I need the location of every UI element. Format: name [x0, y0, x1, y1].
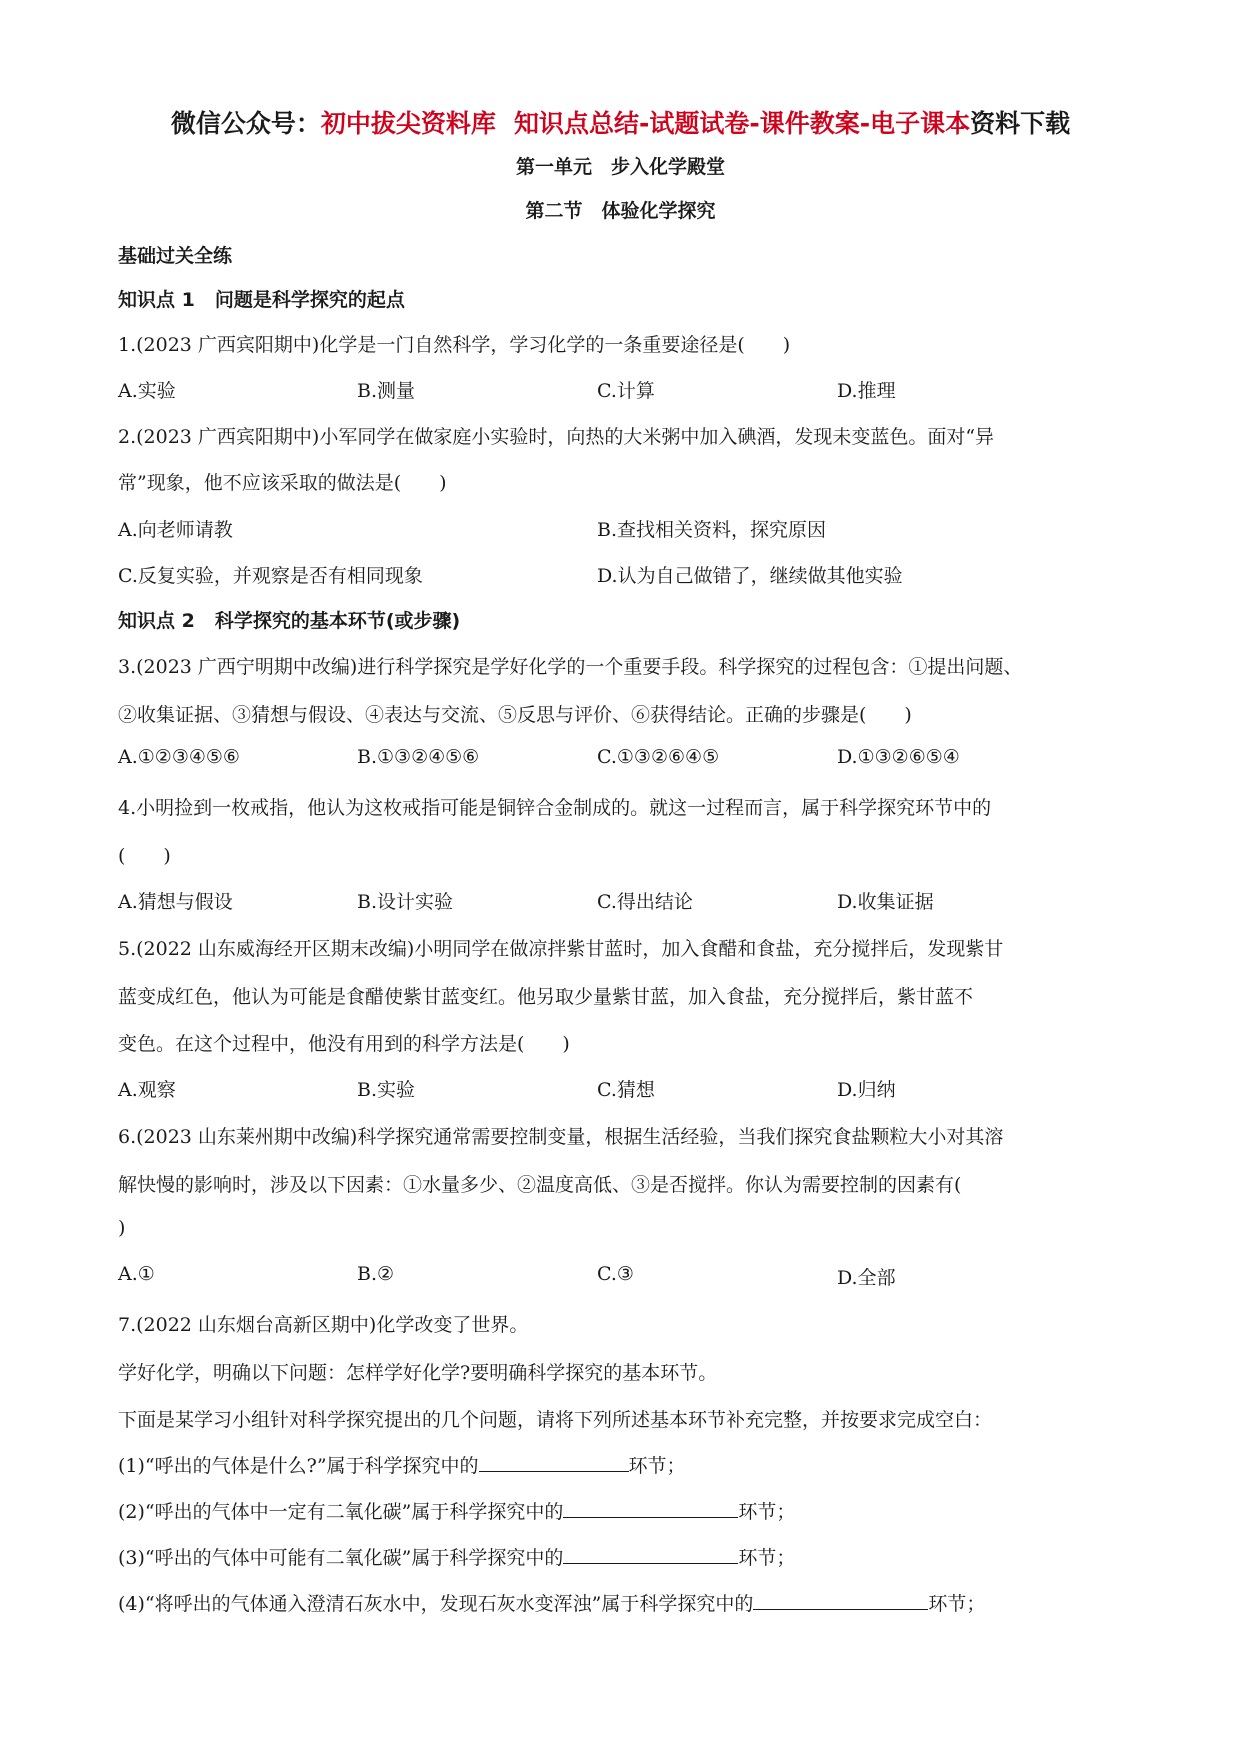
- kp1-title: 问题是科学探究的起点: [214, 289, 405, 311]
- q5-line1: 5.(2022 山东威海经开区期末改编)小明同学在做凉拌紫甘蓝时，加入食醋和食盐，充分搅拌后，发现紫甘: [118, 938, 1004, 960]
- q7-sub3-text: (3)“呼出的气体中可能有二氧化碳”属于科学探究中的: [118, 1547, 564, 1569]
- practice-title: 基础过关全练: [118, 245, 233, 267]
- q7-sub3: [118, 1543, 795, 1570]
- q4-option-b: B.设计实验: [357, 891, 454, 913]
- q7-line1: 7.(2022 山东烟台高新区期中)化学改变了世界。: [118, 1314, 529, 1336]
- q7-sub4-suffix: 环节；: [928, 1593, 986, 1615]
- header-red-part1: 初中拔尖资料库: [320, 109, 496, 138]
- kp1-label: 知识点 1: [118, 289, 195, 311]
- q2-option-d: D.认为自己做错了，继续做其他实验: [597, 565, 903, 587]
- q7-sub3-blank[interactable]: [563, 1544, 738, 1564]
- q3-line1: 3.(2023 广西宁明期中改编)进行科学探究是学好化学的一个重要手段。科学探究的过程包含：①提出问题、: [118, 656, 1023, 678]
- q4-option-a: A.猜想与假设: [118, 891, 233, 913]
- q1-option-d: D.推理: [837, 380, 896, 402]
- q2-option-b: B.查找相关资料，探究原因: [597, 519, 827, 541]
- q4-line2: ( ): [118, 845, 171, 867]
- q7-sub2-text: (2)“呼出的气体中一定有二氧化碳”属于科学探究中的: [118, 1501, 564, 1523]
- header-suffix: 资料下载: [970, 109, 1071, 138]
- unit-title: 第一单元 步入化学殿堂: [515, 156, 725, 178]
- q7-sub4-text: (4)“将呼出的气体通入澄清石灰水中，发现石灰水变浑浊”属于科学探究中的: [118, 1593, 754, 1615]
- q6-option-a: A.①: [118, 1263, 155, 1285]
- header-prefix: 微信公众号：: [170, 109, 321, 138]
- q6-option-b: B.②: [357, 1263, 395, 1285]
- q4-option-c: C.得出结论: [597, 891, 693, 913]
- kp2-title: 科学探究的基本环节(或步骤): [214, 610, 461, 632]
- q5-option-c: C.猜想: [597, 1079, 655, 1101]
- q7-sub1: [118, 1451, 686, 1478]
- knowledge-point-2: [118, 606, 460, 633]
- q3-option-c: C.①③②⑥④⑤: [597, 746, 720, 768]
- q5-option-a: A.观察: [118, 1079, 176, 1101]
- q5-option-b: B.实验: [357, 1079, 416, 1101]
- q3-option-a: A.①②③④⑤⑥: [118, 746, 240, 768]
- q5-option-d: D.归纳: [837, 1079, 896, 1101]
- q6-option-d: D.全部: [837, 1267, 896, 1289]
- q5-line3: 变色。在这个过程中，他没有用到的科学方法是( ): [118, 1033, 570, 1055]
- q5-line2: 蓝变成红色，他认为可能是食醋使紫甘蓝变红。他另取少量紫甘蓝，加入食盐，充分搅拌后，紫甘蓝不: [118, 986, 974, 1008]
- knowledge-point-1: [118, 285, 405, 312]
- q4-option-d: D.收集证据: [837, 891, 934, 913]
- q2-line2: 常”现象，他不应该采取的做法是( ): [118, 472, 447, 494]
- section-title: 第二节 体验化学探究: [525, 200, 716, 222]
- q7-sub1-blank[interactable]: [479, 1452, 629, 1472]
- q7-line2: 学好化学，明确以下问题：怎样学好化学?要明确科学探究的基本环节。: [118, 1362, 718, 1384]
- q7-sub3-suffix: 环节；: [738, 1547, 796, 1569]
- q4-line1: 4.小明捡到一枚戒指，他认为这枚戒指可能是铜锌合金制成的。就这一过程而言，属于科学探究环节中的: [118, 797, 992, 819]
- kp2-label: 知识点 2: [118, 610, 195, 632]
- q7-line3: 下面是某学习小组针对科学探究提出的几个问题，请将下列所述基本环节补充完整，并按要求完成空白：: [118, 1409, 993, 1431]
- q6-line2: 解快慢的影响时，涉及以下因素：①水量多少、②温度高低、③是否搅拌。你认为需要控制的因素有(: [118, 1174, 962, 1196]
- q6-line1: 6.(2023 山东莱州期中改编)科学探究通常需要控制变量，根据生活经验，当我们探究食盐颗粒大小对其溶: [118, 1126, 1004, 1148]
- q3-line2: ②收集证据、③猜想与假设、④表达与交流、⑤反思与评价、⑥获得结论。正确的步骤是( ): [118, 704, 912, 726]
- q2-option-a: A.向老师请教: [118, 519, 233, 541]
- q2-option-c: C.反复实验，并观察是否有相同现象: [118, 565, 423, 587]
- q7-sub4: [118, 1589, 985, 1616]
- header-red-part2: 知识点总结-试题试卷-课件教案-电子课本: [513, 109, 971, 138]
- q3-option-b: B.①③②④⑤⑥: [357, 746, 480, 768]
- q7-sub1-suffix: 环节；: [628, 1455, 686, 1477]
- q1-text: 1.(2023 广西宾阳期中)化学是一门自然科学，学习化学的一条重要途径是( ): [118, 334, 791, 356]
- q2-line1: 2.(2023 广西宾阳期中)小军同学在做家庭小实验时，向热的大米粥中加入碘酒，发现未变蓝色。面对“异: [118, 426, 995, 448]
- q1-option-a: A.实验: [118, 380, 176, 402]
- q7-sub2-blank[interactable]: [563, 1498, 738, 1518]
- q7-sub1-text: (1)“呼出的气体是什么?”属于科学探究中的: [118, 1455, 479, 1477]
- q7-sub2: [118, 1497, 795, 1524]
- q7-sub4-blank[interactable]: [753, 1590, 928, 1610]
- q6-option-c: C.③: [597, 1263, 634, 1285]
- q3-option-d: D.①③②⑥⑤④: [837, 746, 960, 768]
- q6-line3: ): [118, 1217, 126, 1239]
- q1-option-c: C.计算: [597, 380, 655, 402]
- header-banner: [0, 104, 1241, 140]
- q7-sub2-suffix: 环节；: [738, 1501, 796, 1523]
- q1-option-b: B.测量: [357, 380, 416, 402]
